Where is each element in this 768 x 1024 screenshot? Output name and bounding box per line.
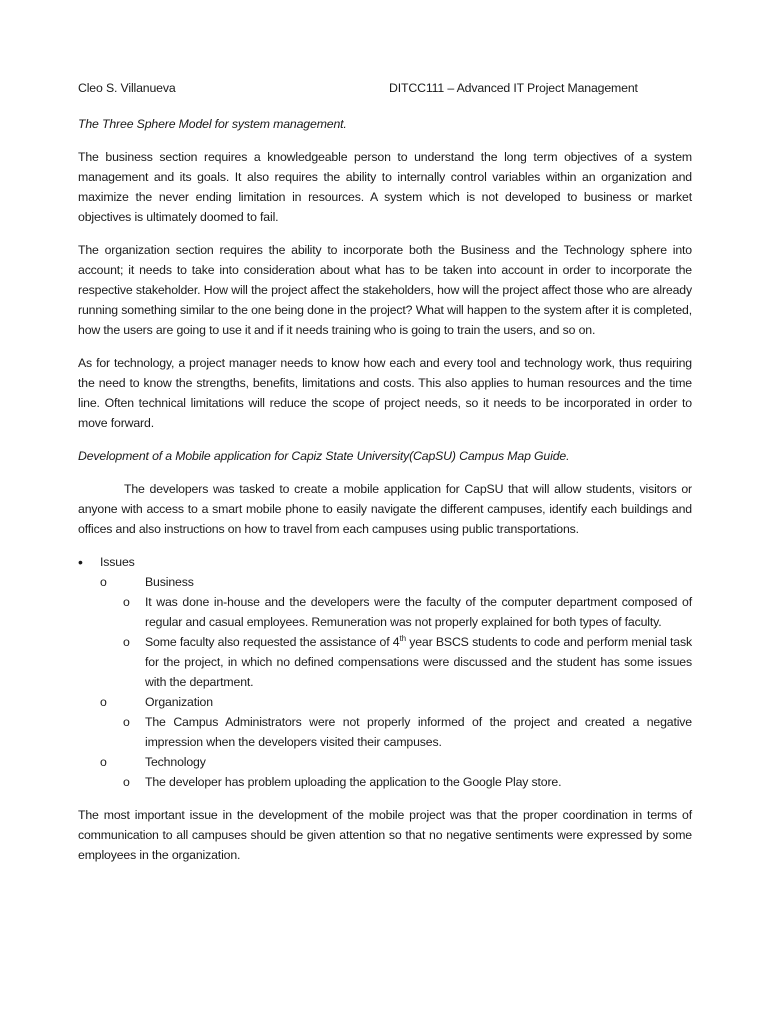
business-label: Business (145, 575, 194, 589)
list-item-technology-1 (78, 772, 692, 792)
business-issue-text: It was done in-house and the developers were the faculty of the computer department composed of regular and casual employees. Remuneration was not properly explained for both types of faculty. (145, 595, 692, 629)
bullet-circle-icon: o (123, 775, 130, 789)
bullet-circle-icon: o (100, 575, 107, 589)
list-item-organization (78, 692, 692, 712)
issues-list (78, 552, 692, 792)
paragraph-technology: As for technology, a project manager needs to know how each and every tool and technology work, thus requiring the need to know the strengths, benefits, limitations and costs. This also applies to human resources and the time line. Often technical limitations will reduce the scope of project needs, so it needs to be incorporated in order to move forward. (78, 356, 692, 430)
section-title-three-sphere: The Three Sphere Model for system management. (78, 117, 347, 131)
section-title-mobile-app: Development of a Mobile application for Capiz State University(CapSU) Campus Map Guide. (78, 449, 570, 463)
business-issue-text-start: Some faculty also requested the assistance of 4 (145, 635, 400, 649)
paragraph-conclusion: The most important issue in the development of the mobile project was that the proper coordination in terms of communication to all campuses should be given attention so that no negative sentiments were expressed by some employees in the organization. (78, 808, 692, 862)
ordinal-suffix: th (399, 633, 406, 643)
paragraph-organization: The organization section requires the ability to incorporate both the Business and the Technology sphere into account; it needs to take into consideration about what has to be taken into account in order to incorporate the respective stakeholder. How will the project affect the stakeholders, how will the project affect those who are already running something similar to the one being done in the project? What will happen to the system after it is completed, how the users are going to use it and if it needs training who is going to train the users, and so on. (78, 243, 692, 337)
organization-issue-text: The Campus Administrators were not properly informed of the project and created a negative impression when the developers visited their campuses. (145, 715, 692, 749)
paragraph-intro: The developers was tasked to create a mobile application for CapSU that will allow students, visitors or anyone with access to a smart mobile phone to easily navigate the different campuses, identify each buildings and offices and also instructions on how to travel from each campuses using public transportations. (78, 482, 692, 536)
issues-label: Issues (100, 555, 135, 569)
list-item-organization-1 (78, 712, 692, 752)
author-name: Cleo S. Villanueva (78, 81, 176, 95)
bullet-circle-icon: o (100, 695, 107, 709)
technology-issue-text: The developer has problem uploading the application to the Google Play store. (145, 775, 562, 789)
bullet-disc-icon: • (78, 554, 83, 570)
list-item-issues (78, 552, 692, 572)
paragraph-business: The business section requires a knowledgeable person to understand the long term objectives of a system management and its goals. It also requires the ability to internally control variables within an organization and maximize the never ending limitation in resources. A system which is not developed to business or market objectives is ultimately doomed to fail. (78, 150, 692, 224)
technology-label: Technology (145, 755, 206, 769)
business-issue-text-end: year BSCS students to code and perform menial task for the project, in which no defined compensations were discussed and the student has some issues with the department. (145, 635, 692, 689)
course-title: DITCC111 – Advanced IT Project Management (389, 81, 638, 95)
document-header (78, 78, 692, 98)
bullet-circle-icon: o (100, 755, 107, 769)
organization-label: Organization (145, 695, 213, 709)
list-item-business-2 (78, 632, 692, 692)
list-item-business-1 (78, 592, 692, 632)
document-page (78, 78, 692, 878)
list-item-technology (78, 752, 692, 772)
bullet-circle-icon: o (123, 595, 130, 609)
bullet-circle-icon: o (123, 635, 130, 649)
bullet-circle-icon: o (123, 715, 130, 729)
list-item-business (78, 572, 692, 592)
